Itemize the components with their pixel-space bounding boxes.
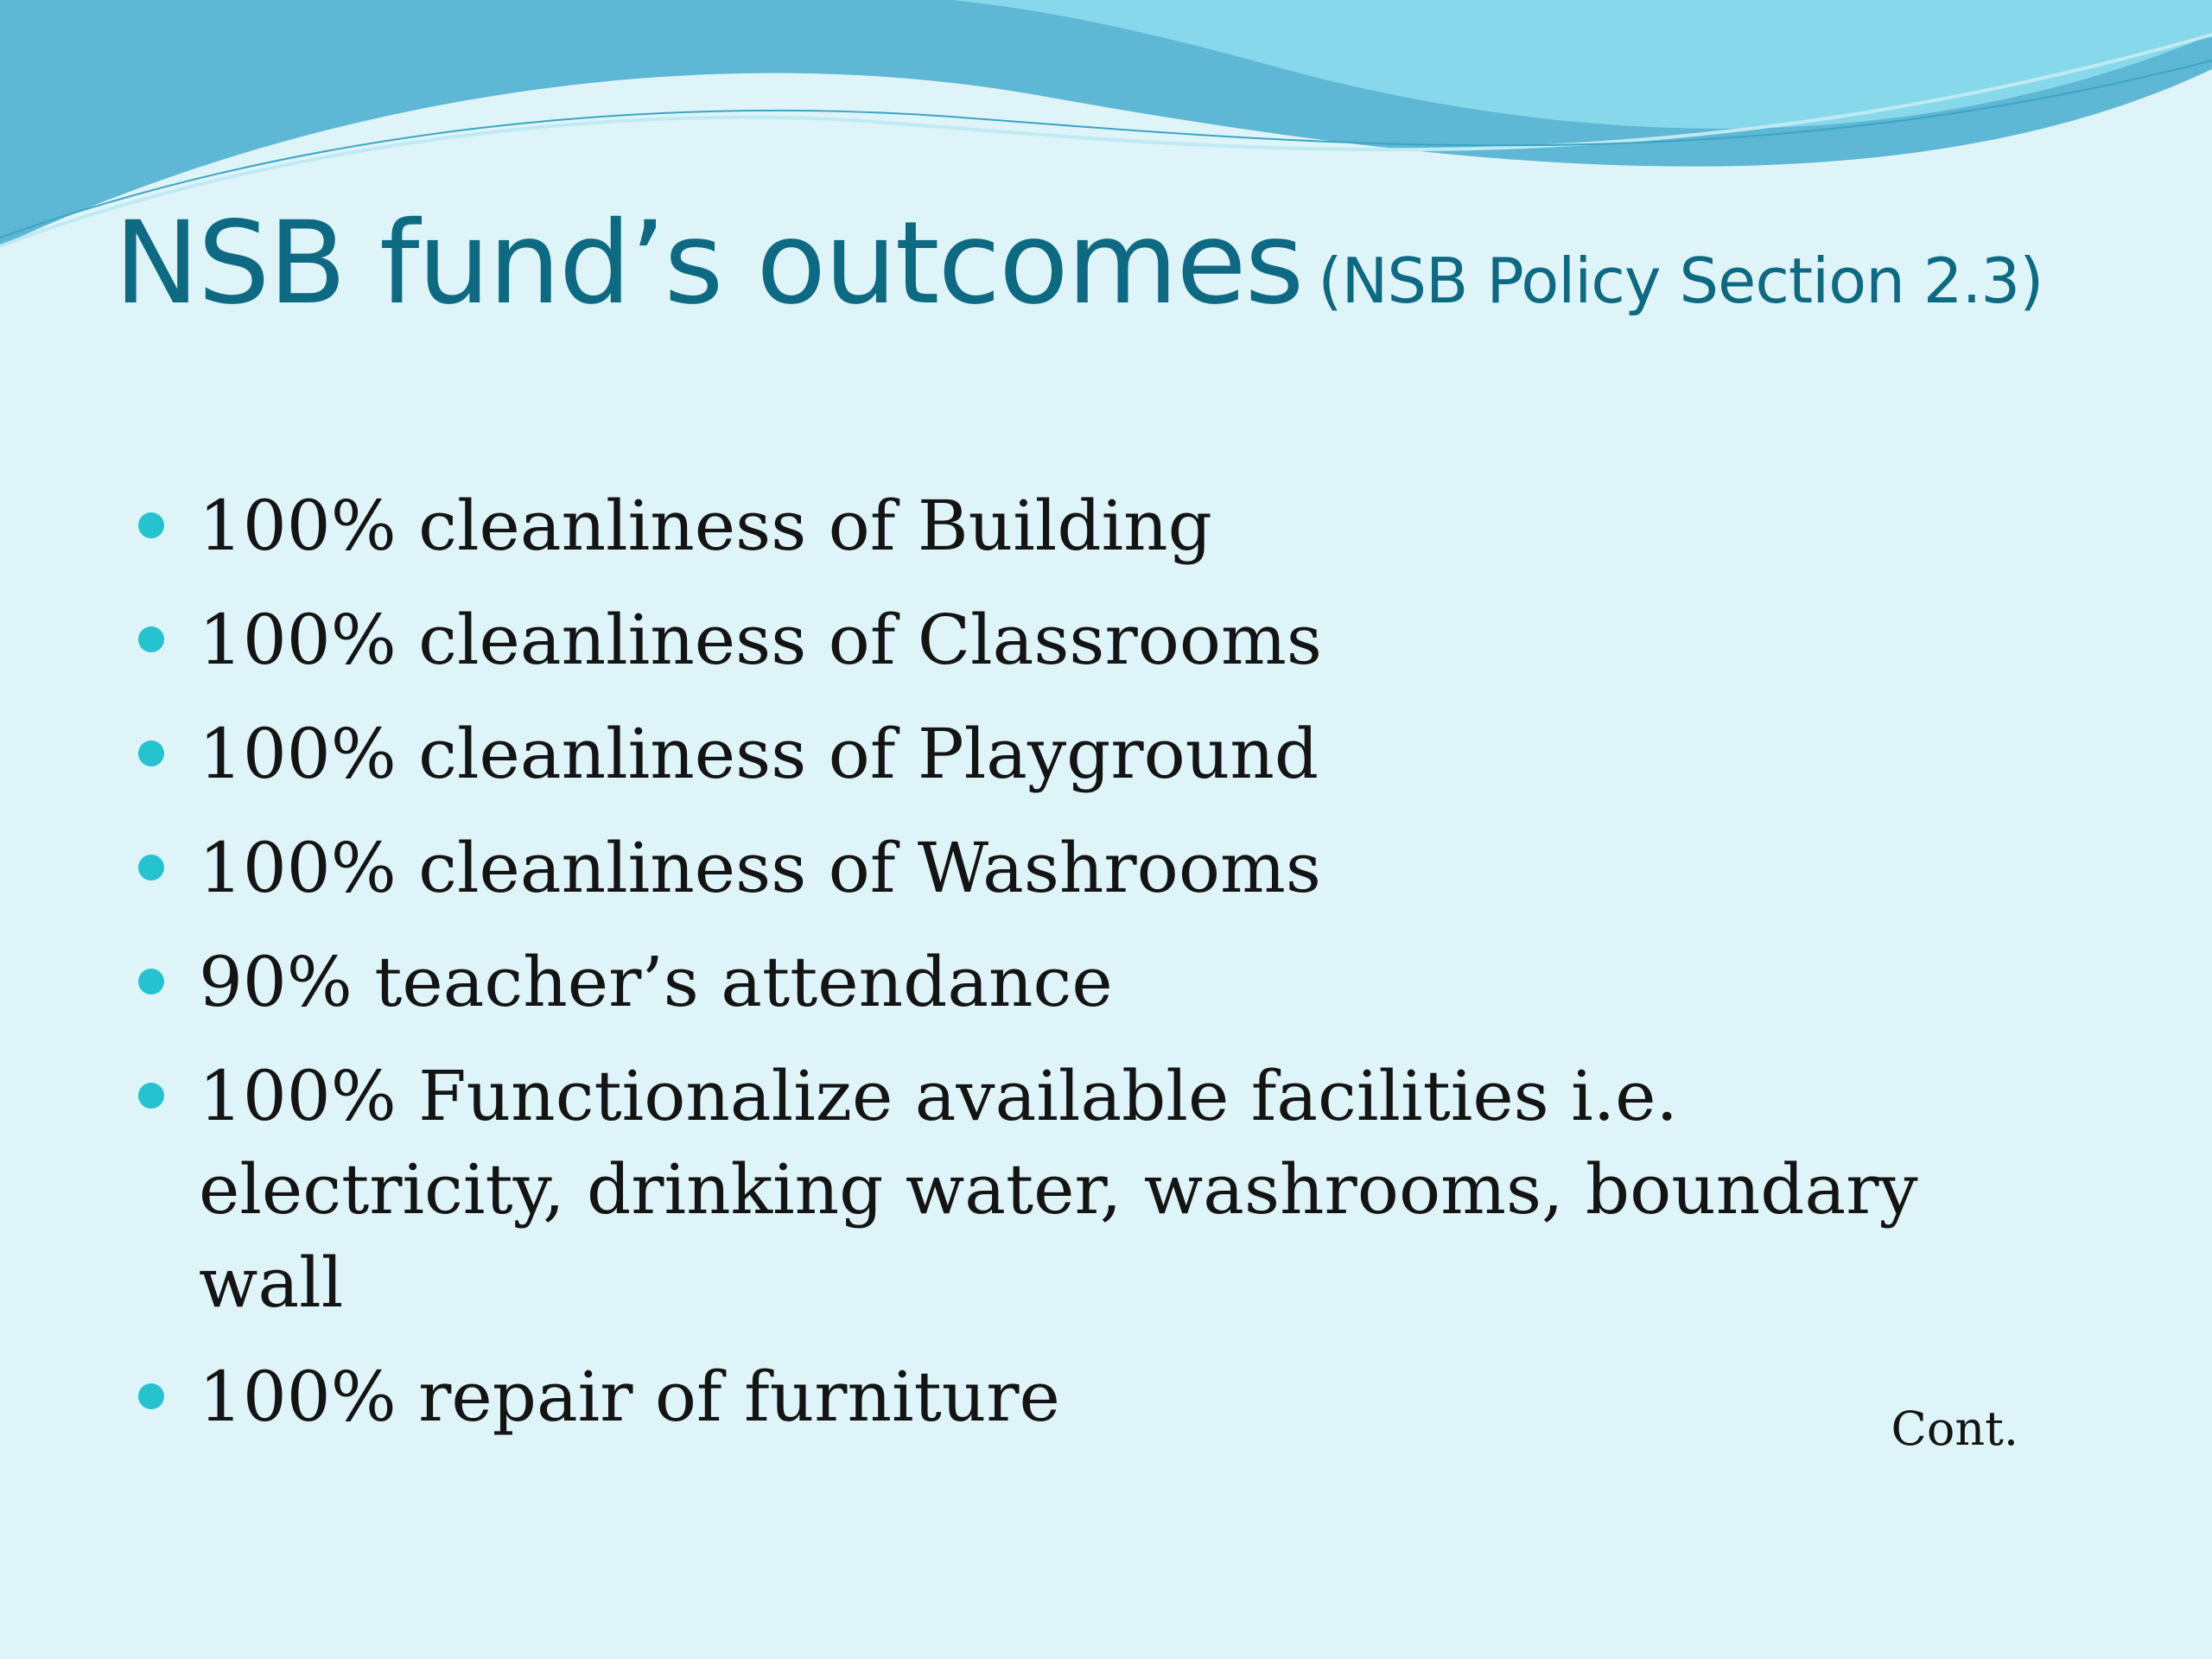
list-item-text: 100% cleanliness of Washrooms (199, 828, 1321, 908)
bullet-icon (138, 741, 164, 766)
list-item-text: 100% cleanliness of Classrooms (199, 600, 1322, 680)
bullet-icon (138, 1083, 164, 1109)
continued-note: Cont. (1891, 1402, 2018, 1456)
bullet-icon (138, 855, 164, 880)
title-subtitle: (NSB Policy Section 2.3) (1318, 245, 2044, 317)
list-item-text: 100% repair of furniture (199, 1357, 1060, 1437)
outcomes-list (138, 480, 2022, 1465)
slide-title (114, 197, 2043, 330)
bullet-icon (138, 626, 164, 652)
list-item (138, 594, 2022, 687)
list-item (138, 708, 2022, 801)
bullet-icon (138, 969, 164, 995)
list-item-text: 100% cleanliness of Playground (199, 714, 1319, 794)
title-main: NSB fund’s outcomes (114, 197, 1303, 330)
bullet-icon (138, 1383, 164, 1409)
list-item (138, 822, 2022, 915)
list-item-text: 90% teacher’s attendance (199, 942, 1113, 1022)
bullet-icon (138, 512, 164, 538)
list-item (138, 480, 2022, 573)
list-item-text: 100% Functionalize available facilities i.e. electricity, drinking water, washrooms, boundary wall (199, 1056, 1918, 1323)
list-item-text: 100% cleanliness of Building (199, 486, 1212, 566)
list-item (138, 936, 2022, 1029)
list-item (138, 1351, 2022, 1444)
list-item (138, 1050, 2022, 1330)
